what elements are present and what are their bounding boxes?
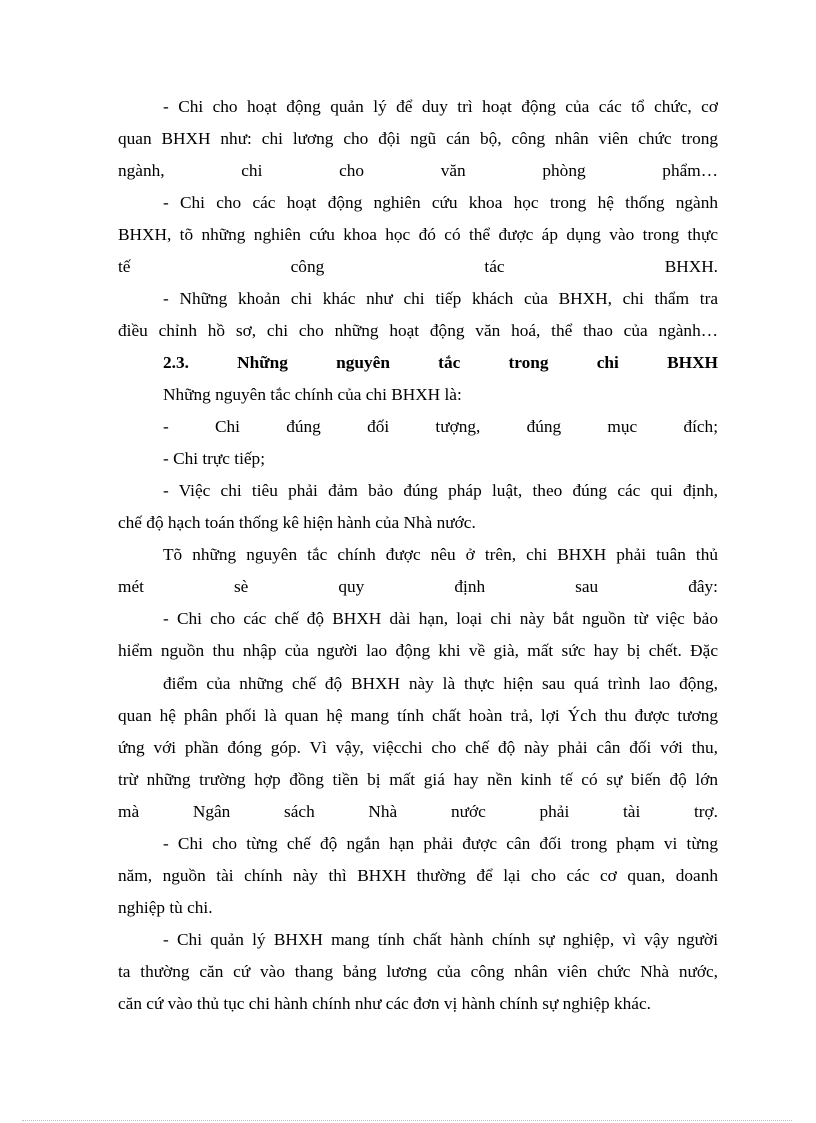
paragraph-line: BHXH, tõ những nghiên cứu khoa học đó có thể được áp dụng vào trong thực xyxy=(118,225,718,244)
paragraph-line: ứng với phần đóng góp. Vì vậy, việcchi cho chế độ này phải cân đối với thu, xyxy=(118,738,718,757)
paragraph-line: hiểm nguồn thu nhập của người lao động khi về già, mất sức hay bị chết. Đặc xyxy=(118,641,718,660)
paragraph-line: mét sè quy định sau đây: xyxy=(118,577,718,596)
paragraph-line: - Những khoản chi khác như chi tiếp khách của BHXH, chi thẩm tra xyxy=(163,289,718,308)
paragraph-line: - Chi cho hoạt động quản lý để duy trì hoạt động của các tổ chức, cơ xyxy=(163,97,718,116)
paragraph-line: chế độ hạch toán thống kê hiện hành của Nhà nước. xyxy=(118,513,476,532)
paragraph-line: - Chi cho từng chế độ ngắn hạn phải được cân đối trong phạm vi từng xyxy=(163,834,718,853)
paragraph-line: - Chi đúng đối tượng, đúng mục đích; xyxy=(163,417,718,436)
paragraph-line: ngành, chi cho văn phòng phẩm… xyxy=(118,161,718,180)
paragraph-line: Những nguyên tắc chính của chi BHXH là: xyxy=(163,385,462,404)
paragraph-line: tế công tác BHXH. xyxy=(118,257,718,276)
paragraph-line: - Chi cho các chế độ BHXH dài hạn, loại chi này bắt nguồn từ việc bảo xyxy=(163,609,718,628)
paragraph-line: nghiệp tù chi. xyxy=(118,898,213,917)
paragraph-line: điều chỉnh hồ sơ, chi cho những hoạt động văn hoá, thể thao của ngành… xyxy=(118,321,718,340)
section-heading: 2.3. Những nguyên tắc trong chi BHXH xyxy=(163,353,718,372)
paragraph-line: - Chi trực tiếp; xyxy=(163,449,265,468)
paragraph-line: ta thường căn cứ vào thang bảng lương của công nhân viên chức Nhà nước, xyxy=(118,962,718,981)
paragraph-line: căn cứ vào thủ tục chi hành chính như các đơn vị hành chính sự nghiệp khác. xyxy=(118,994,651,1013)
paragraph-line: trừ những trường hợp đồng tiền bị mất giá hay nền kinh tế có sự biến độ lớn xyxy=(118,770,718,789)
paragraph-line: Tõ những nguyên tắc chính được nêu ở trên, chi BHXH phải tuân thủ xyxy=(163,545,718,564)
paragraph-line: - Chi quản lý BHXH mang tính chất hành chính sự nghiệp, vì vậy người xyxy=(163,930,718,949)
paragraph-line: điểm của những chế độ BHXH này là thực hiện sau quá trình lao động, xyxy=(163,674,718,693)
page-bottom-rule xyxy=(22,1120,792,1121)
paragraph-line: năm, nguồn tài chính này thì BHXH thường để lại cho các cơ quan, doanh xyxy=(118,866,718,885)
paragraph-line: quan hệ phân phối là quan hệ mang tính chất hoàn trả, lợi Ých thu được tương xyxy=(118,706,718,725)
paragraph-line: - Việc chi tiêu phải đảm bảo đúng pháp luật, theo đúng các qui định, xyxy=(163,481,718,500)
paragraph-line: quan BHXH như: chi lương cho đội ngũ cán bộ, công nhân viên chức trong xyxy=(118,129,718,148)
paragraph-line: - Chi cho các hoạt động nghiên cứu khoa học trong hệ thống ngành xyxy=(163,193,718,212)
paragraph-line: mà Ngân sách Nhà nước phải tài trợ. xyxy=(118,802,718,821)
